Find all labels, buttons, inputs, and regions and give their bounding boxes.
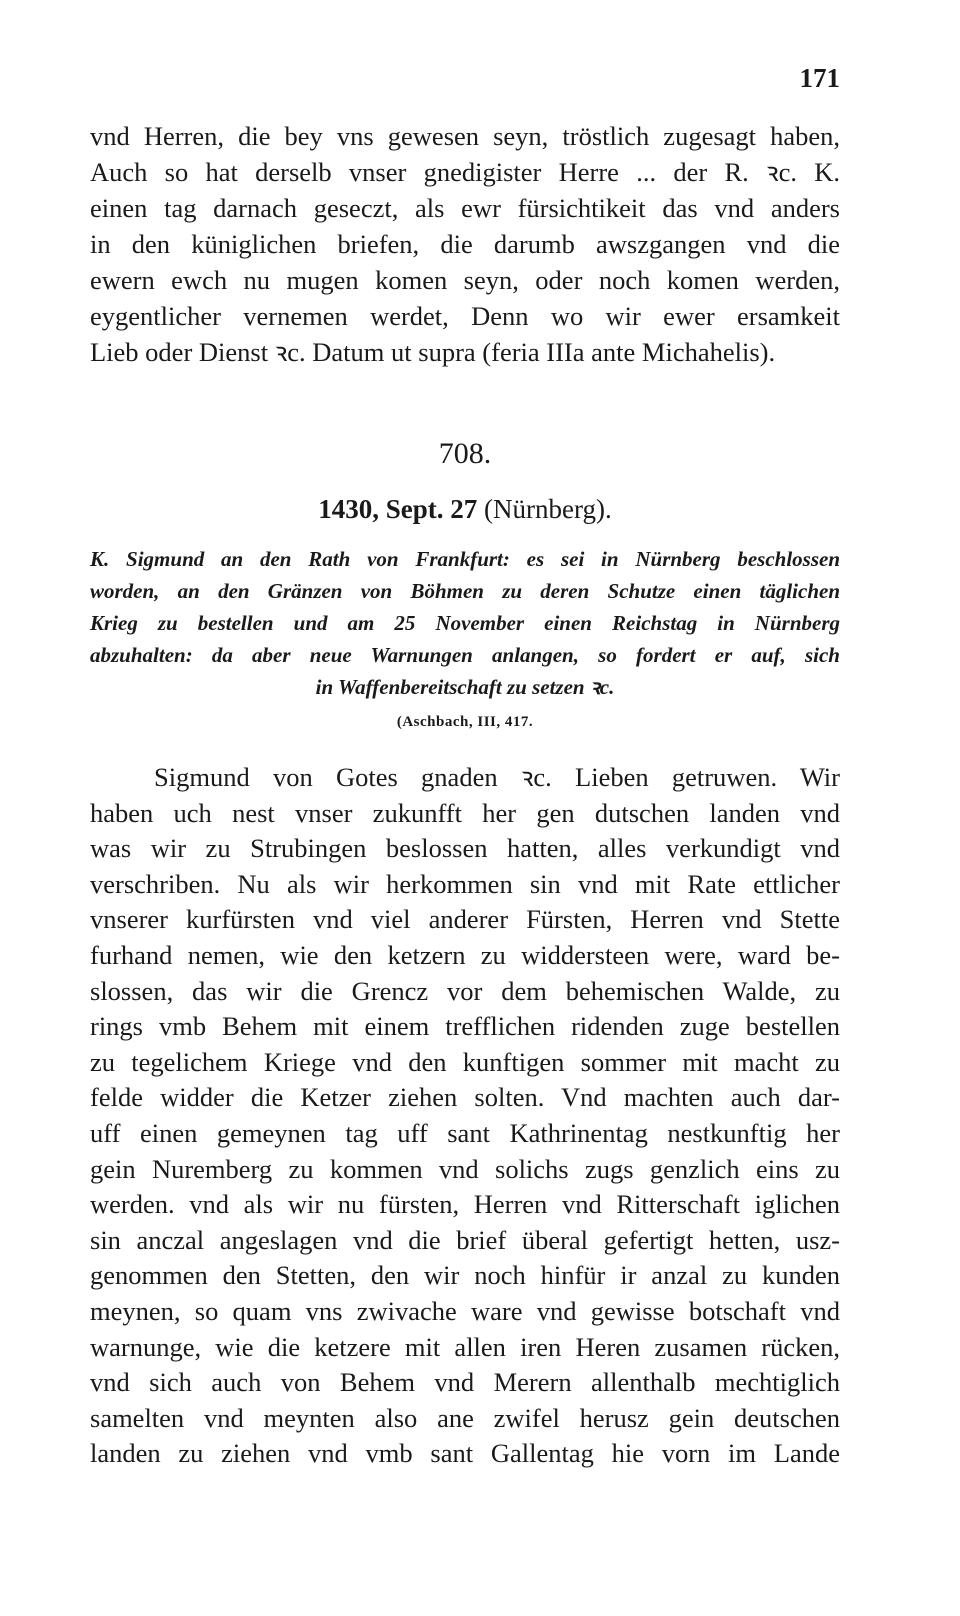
body-line: landen zu ziehen vnd vmb sant Gallentag hie vorn im Lande xyxy=(90,1438,840,1469)
body-line: verschriben. Nu als wir herkommen sin vnd mit Rate ettlicher xyxy=(90,868,840,899)
text-line: vnd Herren, die bey vns gewesen seyn, tröstlich zugesagt haben, xyxy=(90,121,840,151)
summary-line: Krieg zu bestellen und am 25 November einen Reichstag in Nürnberg xyxy=(90,611,840,635)
summary-line: in Waffenbereitschaft zu setzen ꝛc. xyxy=(315,675,615,699)
body-line: vnserer kurfürsten vnd viel anderer Fürsten, Herren vnd Stette xyxy=(90,904,840,935)
body-line: sin anczal angeslagen vnd die brief überal gefertigt hetten, usz- xyxy=(90,1224,840,1255)
body-line: slossen, das wir die Grencz vor dem behemischen Walde, zu xyxy=(90,975,840,1006)
source-citation: (Aschbach, III, 417. xyxy=(396,714,534,730)
body-line: felde widder die Ketzer ziehen solten. Vnd machten auch dar- xyxy=(90,1082,840,1113)
body-line: haben uch nest vnser zukunfft her gen dutschen landen vnd xyxy=(90,797,840,828)
body-line: zu tegelichem Kriege vnd den kunftigen sommer mit macht zu xyxy=(90,1046,840,1077)
document-number: 708. xyxy=(438,437,492,470)
document-date xyxy=(90,491,840,527)
document-summary xyxy=(90,543,840,703)
body-line: samelten vnd meynten also ane zwifel herusz gein deutschen xyxy=(90,1402,840,1433)
body-line: vnd sich auch von Behem vnd Merern allenthalb mechtiglich xyxy=(90,1367,840,1398)
body-line: was wir zu Strubingen beslossen hatten, alles verkundigt vnd xyxy=(90,833,840,864)
text-line: Auch so hat derselb vnser gnedigister Herre ... der R. ꝛc. K. xyxy=(90,157,840,187)
body-line: rings vmb Behem mit einem trefflichen ridenden zuge bestellen xyxy=(90,1011,840,1042)
body-line: furhand nemen, wie den ketzern zu widdersteen were, ward be- xyxy=(90,939,840,970)
summary-line: K. Sigmund an den Rath von Frankfurt: es sei in Nürnberg beschlossen xyxy=(90,547,840,571)
document-body xyxy=(90,760,840,1472)
summary-line: abzuhalten: da aber neue Warnungen anlangen, so fordert er auf, sich xyxy=(90,643,840,667)
body-line: genommen den Stetten, den wir noch hinfür ir anzal zu kunden xyxy=(90,1260,840,1291)
body-line: werden. vnd als wir nu fürsten, Herren vnd Ritterschaft iglichen xyxy=(90,1189,840,1220)
text-line: ewern ewch nu mugen komen seyn, oder noch komen werden, xyxy=(90,265,840,295)
page-number: 171 xyxy=(799,63,840,93)
text-line: in den küniglichen briefen, die darumb awszgangen vnd die xyxy=(90,229,840,259)
summary-line: worden, an den Gränzen von Böhmen zu deren Schutze einen täglichen xyxy=(90,579,840,603)
body-line: Sigmund von Gotes gnaden ꝛc. Lieben getruwen. Wir xyxy=(154,762,840,792)
body-line: gein Nuremberg zu kommen vnd solichs zugs genzlich eins zu xyxy=(90,1153,840,1184)
text-line: einen tag darnach geseczt, als ewr fürsichtikeit das vnd anders xyxy=(90,193,840,223)
text-line: eygentlicher vernemen werdet, Denn wo wir ewer ersamkeit xyxy=(90,301,840,331)
place-text: (Nürnberg). xyxy=(484,494,612,524)
body-line: meynen, so quam vns zwivache ware vnd gewisse botschaft vnd xyxy=(90,1295,840,1326)
continuation-text xyxy=(90,118,840,370)
body-line: warnunge, wie die ketzere mit allen iren Heren zusamen rücken, xyxy=(90,1331,840,1362)
body-line: uff einen gemeynen tag uff sant Kathrinentag nestkunftig her xyxy=(90,1117,840,1148)
text-line: Lieb oder Dienst ꝛc. Datum ut supra (feria IIIa ante Michahelis). xyxy=(90,337,776,367)
date-text: 1430, Sept. 27 xyxy=(318,494,478,524)
